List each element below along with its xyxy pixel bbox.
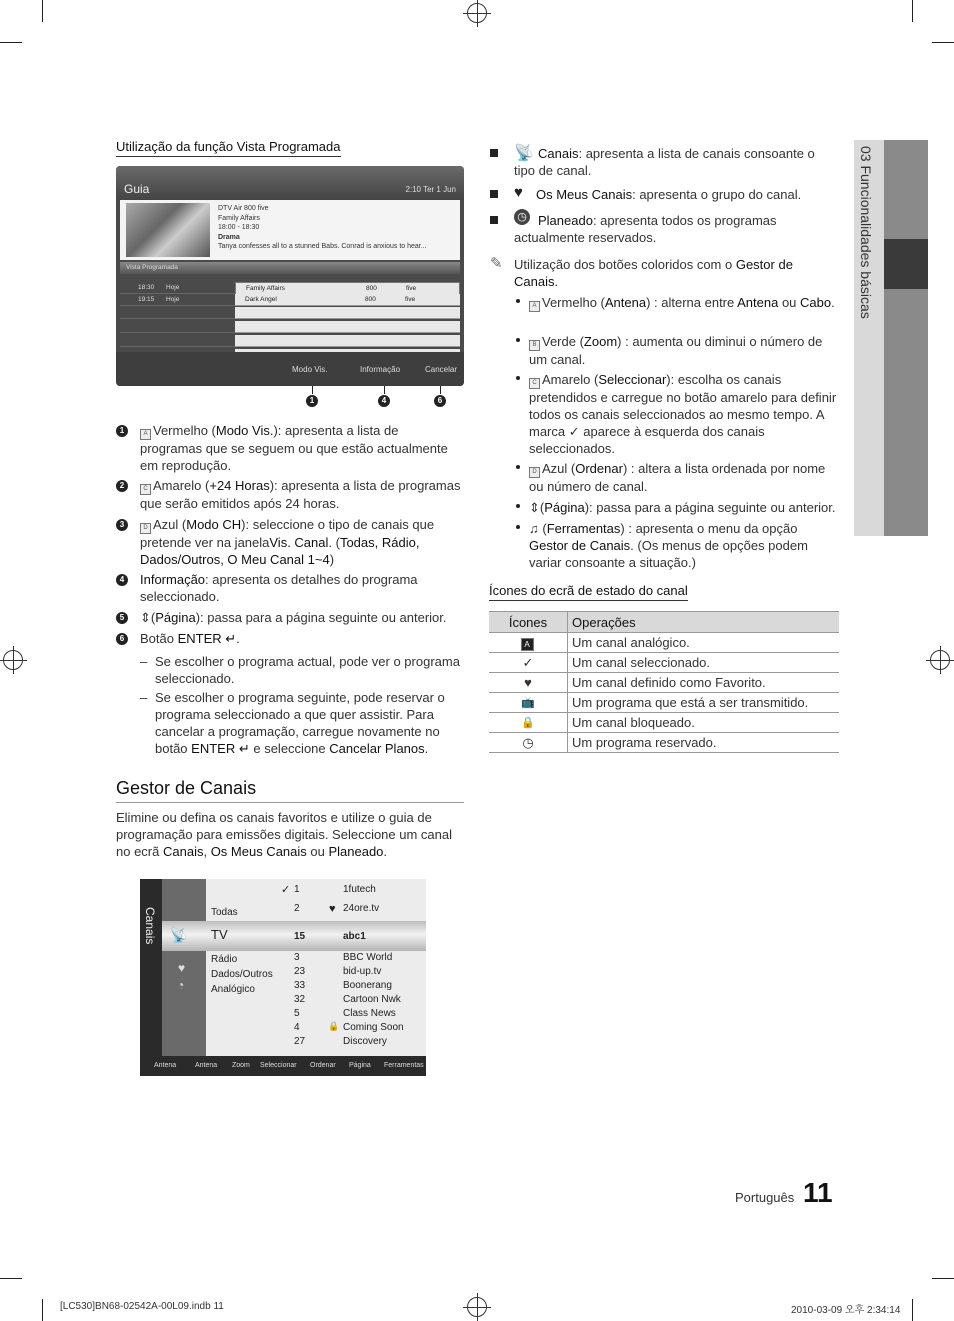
table-row (120, 335, 460, 347)
note-text: Utilização dos botões coloridos com o Gestor de Canais. (514, 257, 793, 289)
intro-paragraph: Elimine ou defina os canais favoritos e utilize o guia de programação para emissões digitais. Seleccione um canal no ecrã Canais, Os Meus Canais ou Planeado. (116, 810, 453, 859)
info-line: Family Affairs (218, 214, 260, 222)
table-cell: Um programa que está a ser transmitido. (568, 693, 840, 713)
footer-info-button[interactable]: Informação (360, 365, 401, 374)
channel-footer (140, 1056, 426, 1076)
category-selected[interactable]: TV (211, 927, 228, 942)
bullet-text: Canais: apresenta a lista de canais consoante o tipo de canal. (514, 146, 815, 178)
sub-item: ⇕(Página): passa para a página seguinte ou anterior. (529, 500, 836, 515)
heart-icon: ♥ (514, 184, 523, 201)
table-cell: Um canal seleccionado. (568, 653, 840, 673)
channel-name[interactable]: 1futech (343, 884, 376, 895)
sub-item: ♫ (Ferramentas) : apresenta o menu da opção Gestor de Canais. (Os menus de opções podem variar consoante a situação.) (529, 521, 808, 570)
analog-icon: A (521, 638, 534, 651)
item-number: 5 (116, 612, 128, 624)
footer-select-button[interactable]: Seleccionar (260, 1062, 297, 1069)
bullet-dot (516, 338, 520, 342)
footer-antenna-button[interactable]: Antena (195, 1062, 218, 1069)
table-row (489, 713, 839, 733)
channel-number: 1 (294, 884, 300, 895)
table-title: Ícones do ecrã de estado do canal (489, 583, 688, 601)
list-item: C Amarelo (+24 Horas): apresenta a lista de programas que serão emitidos após 24 horas. (140, 478, 461, 511)
registration-mark-icon (3, 650, 23, 670)
row-program: Dark Angel (245, 296, 277, 303)
footer-language: Português (735, 1190, 795, 1205)
crop-mark (42, 0, 43, 22)
crop-mark (912, 0, 913, 22)
guide-title: Guia (124, 182, 150, 196)
table-row[interactable] (120, 294, 460, 306)
guide-screen (116, 166, 464, 386)
table-cell: Um canal analógico. (568, 633, 840, 653)
info-line: Drama (218, 233, 240, 241)
bullet-text: Planeado: apresenta todos os programas actualmente reservados. (514, 213, 777, 245)
table-cell: Um programa reservado. (568, 733, 840, 753)
table-row (489, 673, 839, 693)
guide-footer (116, 352, 464, 386)
channel-number: 2 (294, 903, 300, 914)
registration-mark-icon (467, 3, 487, 23)
category[interactable]: Dados/Outros (211, 969, 273, 980)
lock-icon: 🔒 (489, 713, 568, 733)
guide-clock: 2:10 Ter 1 Jun (405, 185, 456, 194)
check-icon: ✓ (489, 653, 568, 673)
bullet-dot (516, 376, 520, 380)
bullet-dot (516, 299, 520, 303)
heart-icon: ♥ (329, 903, 336, 915)
crop-mark (0, 42, 22, 43)
crop-mark (42, 1299, 43, 1321)
channel-name[interactable]: Class News (343, 1008, 396, 1019)
item-number: 4 (116, 574, 128, 586)
bullet-square (490, 190, 498, 198)
item-number: 6 (116, 633, 128, 645)
channel-number: 33 (294, 980, 306, 991)
check-icon: ✓ (281, 884, 291, 896)
page-number: 11 (803, 1177, 833, 1208)
bullet-dot (516, 465, 520, 469)
crop-mark (912, 1299, 913, 1321)
channel-number: 27 (294, 1036, 306, 1047)
dash-item: Se escolher o programa seguinte, pode reservar o programa seleccionado a que quer assistir. Para cancelar a programação, carregue novamente no botão ENTER ↵ e seleccione Cancelar Planos. (155, 690, 445, 756)
bullet-dot (516, 525, 520, 529)
row-day: Hoje (166, 284, 180, 291)
side-label: Canais (143, 907, 157, 945)
callout-6: 6 (434, 395, 446, 407)
bullet-square (490, 216, 498, 224)
row-time: 19:15 (138, 296, 155, 303)
guide-info-panel (120, 200, 460, 260)
red-button-icon: A (529, 301, 540, 312)
status-icons-table (489, 611, 839, 753)
category[interactable]: Analógico (211, 984, 255, 995)
bullet-text: Os Meus Canais: apresenta o grupo do canal. (536, 187, 802, 202)
list-item: Informação: apresenta os detalhes do programa seleccionado. (140, 572, 418, 604)
blue-button-icon: D (140, 523, 151, 534)
clock-icon: ◔ (177, 978, 185, 992)
row-program: Family Affairs (246, 285, 285, 292)
channel-side-bar (140, 879, 162, 1056)
channel-manager-screen (140, 879, 426, 1076)
clock-icon: ◷ (514, 209, 530, 225)
tv-icon: 📺 (489, 693, 568, 713)
table-row (120, 307, 460, 319)
callout-4: 4 (378, 395, 390, 407)
footer-tools-button[interactable]: Ferramentas (384, 1062, 424, 1069)
channel-name[interactable]: Cartoon Nwk (343, 994, 401, 1005)
lock-icon: 🔒 (328, 1021, 340, 1031)
table-row (120, 321, 460, 333)
footer-page-button[interactable]: Página (349, 1062, 371, 1069)
crop-mark (932, 42, 954, 43)
channel-number: 3 (294, 952, 300, 963)
heart-icon: ♥ (178, 961, 186, 975)
crop-mark (0, 1278, 22, 1279)
info-line: 18:00 - 18:30 (218, 224, 260, 231)
footer-label: Antena (154, 1062, 177, 1069)
category[interactable]: Todas (211, 907, 238, 918)
channels-icon: 📡 (170, 927, 188, 943)
channel-name[interactable]: 24ore.tv (343, 903, 380, 914)
channel-number: 5 (294, 1008, 300, 1019)
channel-name[interactable]: Discovery (343, 1036, 387, 1047)
table-row (489, 693, 839, 713)
sub-item: B Verde (Zoom) : aumenta ou diminui o número de um canal. (529, 334, 823, 367)
dash-item: Se escolher o programa actual, pode ver o programa seleccionado. (155, 654, 460, 686)
table-header: Operações (568, 612, 840, 633)
footer-sort-button[interactable]: Ordenar (310, 1062, 336, 1069)
guide-title-bar (116, 166, 464, 200)
registration-mark-icon (467, 1297, 487, 1317)
guide-subheading: Utilização da função Vista Programada (116, 139, 341, 157)
red-button-icon: A (140, 429, 151, 440)
row-channel: 800 (366, 285, 377, 292)
table-header: Ícones (489, 612, 568, 633)
row-channel-name: five (405, 296, 416, 303)
bullet-dot (516, 504, 520, 508)
channel-name[interactable]: BBC World (343, 952, 393, 963)
heart-icon: ♥ (489, 673, 568, 693)
bullet-square (490, 149, 498, 157)
row-day: Hoje (166, 296, 180, 303)
yellow-button-icon: C (140, 484, 151, 495)
table-cell: Um canal bloqueado. (568, 713, 840, 733)
channel-number: 4 (294, 1022, 300, 1033)
row-time: 18:30 (138, 284, 155, 291)
print-info-left: [LC530]BN68-02542A-00L09.indb 11 (60, 1301, 224, 1312)
table-row (489, 653, 839, 673)
item-number: 3 (116, 519, 128, 531)
list-item: Botão ENTER ↵. (140, 631, 240, 646)
chapter-tab (854, 140, 928, 536)
table-row[interactable] (120, 282, 460, 294)
info-line: DTV Air 800 five (218, 205, 269, 212)
sub-item: D Azul (Ordenar) : altera a lista ordenada por nome ou número de canal. (529, 461, 826, 494)
table-row (489, 733, 839, 753)
channel-number: 32 (294, 994, 306, 1005)
chapter-label: 03 Funcionalidades básicas (858, 146, 874, 319)
print-info-right: 2010-03-09 오후 2:34:14 (791, 1305, 901, 1316)
channel-name[interactable]: Coming Soon (343, 1022, 404, 1033)
table-cell: Um canal definido como Favorito. (568, 673, 840, 693)
footer-cancel-button[interactable]: Cancelar (425, 365, 458, 374)
guide-section-label: Vista Programada (120, 262, 460, 274)
list-item: D Azul (Modo CH): seleccione o tipo de canais que pretende ver na janelaVis. Canal. (Todas, Rádio, Dados/Outros, O Meu Canal 1~4) (140, 517, 435, 567)
list-item: A Vermelho (Modo Vis.): apresenta a lista de programas que se seguem ou que estão actualmente em reprodução. (140, 423, 448, 473)
footer-zoom-button[interactable]: Zoom (232, 1062, 250, 1069)
clock-icon: ◷ (489, 733, 568, 753)
sub-item: A Vermelho (Antena) : alterna entre Antena ou Cabo. (529, 294, 838, 312)
category[interactable]: Rádio (211, 954, 238, 965)
callout-1: 1 (306, 395, 318, 407)
yellow-button-icon: C (529, 378, 540, 389)
registration-mark-icon (930, 650, 950, 670)
note-pencil-icon: ✎ (490, 255, 503, 272)
channel-number: 23 (294, 966, 306, 977)
list-item: ⇕(Página): passa para a página seguinte ou anterior. (140, 610, 447, 625)
footer-mode-button[interactable]: Modo Vis. (292, 365, 328, 374)
channel-name[interactable]: abc1 (343, 931, 366, 942)
table-row (489, 633, 839, 653)
item-number: 1 (116, 425, 128, 437)
item-number: 2 (116, 480, 128, 492)
antenna-icon: 📡 (514, 145, 534, 162)
channel-name[interactable]: bid-up.tv (343, 966, 382, 977)
program-thumbnail (126, 203, 210, 257)
section-heading: Gestor de Canais (116, 778, 464, 803)
channel-name[interactable]: Boonerang (343, 980, 392, 991)
green-button-icon: B (529, 340, 540, 351)
crop-mark (932, 1278, 954, 1279)
blue-button-icon: D (529, 467, 540, 478)
channel-number: 15 (294, 931, 306, 942)
row-channel: 800 (365, 296, 376, 303)
row-channel-name: five (406, 285, 417, 292)
info-line: Tanya confesses all to a stunned Babs. Conrad is anxious to hear... (218, 243, 427, 250)
sub-item: C Amarelo (Seleccionar): escolha os canais pretendidos e carregue no botão amarelo para definir todos os canais seleccionados ao mesmo tempo. A marca ✓ aparece à esquerda dos canais seleccionados. (529, 372, 837, 456)
